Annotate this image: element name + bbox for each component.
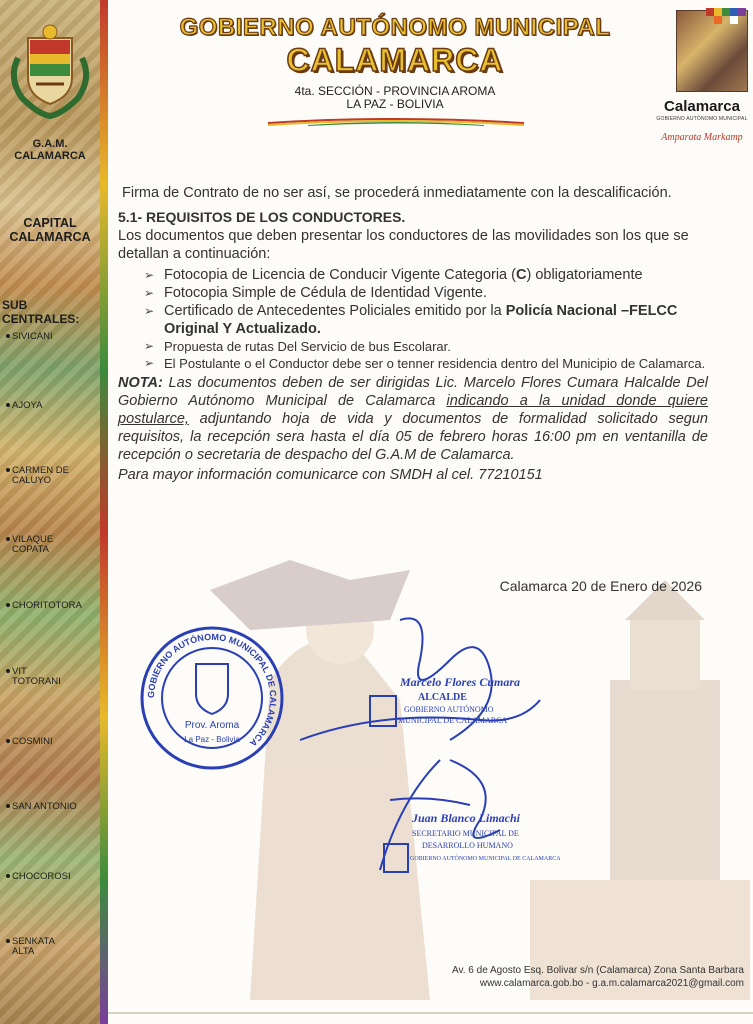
sidebar-item: CHORITOTORA	[6, 601, 98, 611]
header-title-line2: CALAMARCA	[286, 42, 504, 78]
footer	[380, 964, 744, 990]
mayor-signature-stamp	[368, 662, 521, 752]
list-item: ➢ Fotocopia Simple de Cédula de Identidad Vigente.	[144, 284, 708, 302]
sidebar-item: VIT TOTORANI	[6, 667, 98, 687]
logo-name: Calamarca	[664, 98, 740, 115]
svg-text:GOBIERNO AUTÓNOMO MUNICIPAL DE: GOBIERNO AUTÓNOMO MUNICIPAL DE CALAMARCA	[410, 856, 561, 862]
sidebar	[0, 0, 100, 1024]
sidebar-capital	[0, 216, 100, 244]
svg-text:Prov. Aroma: Prov. Aroma	[184, 720, 240, 731]
svg-text:Marcelo Flores Cumara: Marcelo Flores Cumara	[400, 675, 521, 689]
svg-text:DESARROLLO HUMANO: DESARROLLO HUMANO	[422, 841, 513, 850]
bullet-icon	[6, 468, 10, 472]
sidebar-item: SENKATA ALTA	[6, 937, 98, 957]
sidebar-item: SIVICANI	[6, 332, 98, 342]
svg-text:La Paz - Bolivia: La Paz - Bolivia	[184, 735, 240, 744]
sidebar-item: AJOYA	[6, 401, 98, 411]
svg-text:Juan Blanco Limachi: Juan Blanco Limachi	[412, 811, 521, 825]
sidebar-item: CHOCOROSI	[6, 872, 98, 882]
wiphala-flag-icon	[706, 8, 746, 24]
svg-text:GOBIERNO AUTÓNOMO MUNICIPAL DE: GOBIERNO AUTÓNOMO MUNICIPAL DE CALAMARCA	[145, 631, 279, 749]
bullet-icon	[6, 669, 10, 673]
round-seal-stamp	[138, 624, 286, 772]
note-label: NOTA:	[118, 375, 163, 391]
list-item: ➢ El Postulante o el Conductor debe ser o tenner residencia dentro del Municipio de Calamarca.	[144, 355, 708, 372]
sidebar-item: COSMINI	[6, 737, 98, 747]
bullet-icon	[6, 874, 10, 878]
document-body	[118, 184, 708, 484]
municipal-crest-icon	[8, 18, 92, 118]
section-intro: Los documentos que deben presentar los conductores de las movilidades son los que se detallan a continuación:	[118, 228, 689, 262]
contact-info: Para mayor información comunicarce con SMDH al cel. 77210151	[118, 467, 543, 483]
sidebar-subcentrales-label: SUB CENTRALES:	[2, 298, 80, 326]
bullet-icon	[6, 804, 10, 808]
requirements-list	[118, 266, 708, 372]
bullet-icon	[6, 739, 10, 743]
bullet-icon	[6, 403, 10, 407]
footer-divider	[108, 1012, 753, 1014]
secretary-signature-stamp	[382, 800, 561, 890]
sidebar-capital-line1: CAPITAL	[23, 216, 77, 230]
document-date: Calamarca 20 de Enero de 2026	[499, 578, 702, 594]
bullet-icon	[6, 334, 10, 338]
header-title-line1: GOBIERNO AUTÓNOMO MUNICIPAL	[179, 14, 611, 41]
bullet-icon	[6, 603, 10, 607]
logo-subtitle: GOBIERNO AUTÓNOMO MUNICIPAL	[656, 116, 748, 122]
section-heading: 5.1- REQUISITOS DE LOS CONDUCTORES.	[118, 209, 406, 225]
header-subtitle-line2: LA PAZ - BOLIVIA	[346, 97, 444, 111]
svg-text:GOBIERNO AUTÓNOMO: GOBIERNO AUTÓNOMO	[404, 705, 494, 714]
footer-address: Av. 6 de Agosto Esq. Bolivar s/n (Calamarca) Zona Santa Barbara	[451, 965, 744, 976]
sidebar-item: VILAQUE COPATA	[6, 535, 98, 555]
flag-divider-icon	[268, 116, 524, 126]
bullet-icon	[6, 537, 10, 541]
note-paragraph: NOTA: Las documentos deben de ser dirigidas Lic. Marcelo Flores Cumara Halcalde Del Gobierno Autónomo Municipal de Calamarca indicando a la unidad donde quiere postularce, adjuntando hoja de vida y documentos de formalidad solicitado segun requisitos, la recepción sera hasta el día 05 de febrero horas 16:00 pm en ventanilla de recepción o secretaria de despacho del G.A.M de Calamarca.	[118, 375, 708, 463]
list-item: ➢ Propuesta de rutas Del Servicio de bus Escolarar.	[144, 338, 708, 355]
bullet-icon	[6, 939, 10, 943]
list-item: ➢ Certificado de Antecedentes Policiales emitido por la Policía Nacional –FELCC Original Y Actualizado.	[144, 302, 708, 338]
svg-text:SECRETARIO MUNICIPAL DE: SECRETARIO MUNICIPAL DE	[412, 829, 519, 838]
sidebar-item: CARMEN DE CALUYO	[6, 466, 98, 486]
list-item: ➢ Fotocopia de Licencia de Conducir Vigente Categoria (C) obligatoriamente	[144, 266, 708, 284]
svg-text:ALCALDE: ALCALDE	[418, 692, 467, 703]
sidebar-gam-label: G.A.M. CALAMARCA	[14, 138, 86, 162]
logo-motto: Amparata Markamp	[661, 132, 743, 143]
svg-text:MUNICIPAL DE CALAMARCA: MUNICIPAL DE CALAMARCA	[398, 716, 508, 725]
sidebar-capital-line2: CALAMARCA	[9, 230, 91, 244]
sidebar-color-stripe	[100, 0, 108, 1024]
footer-contact: www.calamarca.gob.bo - g.a.m.calamarca2021@gmail.com	[479, 978, 744, 989]
sidebar-item: SAN ANTONIO	[6, 802, 98, 812]
paragraph-contract: Firma de Contrato de no ser así, se procederá inmediatamente con la descalificación.	[122, 185, 672, 201]
header-subtitle-line1: 4ta. SECCIÓN - PROVINCIA AROMA	[294, 84, 496, 98]
